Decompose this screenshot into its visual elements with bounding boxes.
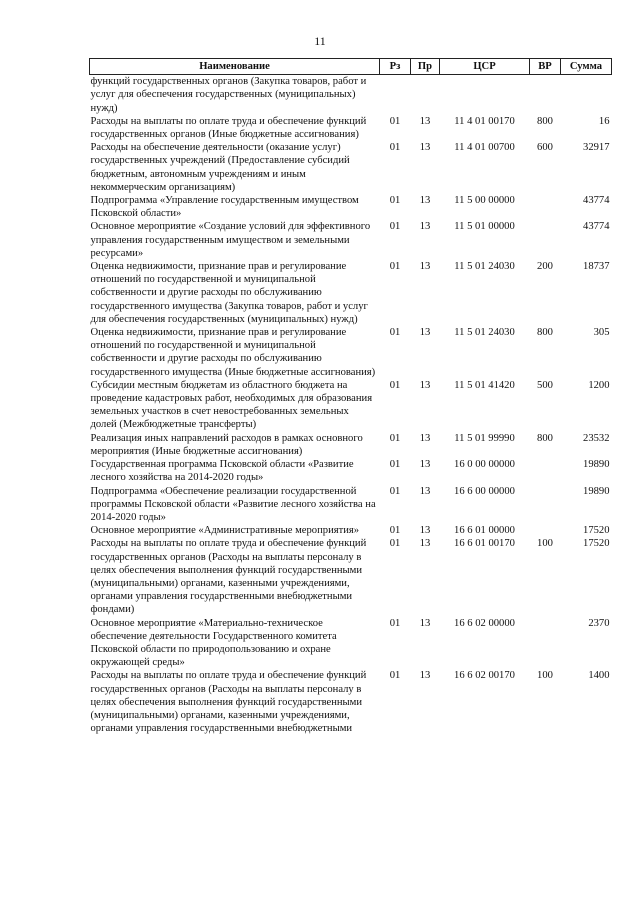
row-pr: 13	[419, 221, 431, 233]
row-rz: 01	[389, 195, 401, 207]
header-pr: Пр	[411, 59, 440, 75]
row-rz: 01	[389, 115, 401, 127]
row-rz: 01	[389, 327, 401, 339]
row-sum: 17520	[583, 525, 610, 537]
table-row	[90, 326, 612, 379]
row-sum: 23532	[583, 432, 610, 444]
row-pr: 13	[419, 195, 431, 207]
row-name: Субсидии местным бюджетам из областного бюджета на проведение кадастровых работ, необходимых для образования земельных участков в счет невостребованных земельных долей (Межбюджетные трансферты)	[90, 379, 373, 431]
row-sum: 43774	[583, 221, 610, 233]
row-rz	[380, 75, 411, 115]
table-row	[90, 260, 612, 326]
row-csr: 11 5 01 41420	[454, 379, 515, 391]
row-name: Расходы на выплаты по оплате труда и обеспечение функций государственных органов (Расходы на выплаты персоналу в целях обеспечения выполнения функций государственными (муниципальными) органами, казенными учреждениями, органами управления государственными внебюджетными	[90, 670, 367, 735]
budget-table	[89, 58, 612, 735]
table-row	[90, 617, 612, 670]
row-csr: 16 6 02 00000	[454, 617, 515, 629]
row-pr: 13	[419, 459, 431, 471]
table-row	[90, 115, 612, 141]
page-number: 11	[314, 34, 326, 48]
row-name: Оценка недвижимости, признание прав и регулирование отношений по государственной и муниципальной собственности и другие расходы по обслуживанию государственного имущества (Закупка товаров, работ и услуг для обеспечения государственных (муниципальных) нужд)	[90, 261, 368, 325]
row-name: Подпрограмма «Управление государственным имуществом Псковской области»	[90, 195, 359, 220]
row-vr	[530, 485, 561, 525]
row-rz: 01	[389, 525, 401, 537]
row-csr	[440, 75, 530, 115]
table-row	[90, 485, 612, 525]
row-sum: 19890	[583, 485, 610, 497]
row-rz: 01	[389, 379, 401, 391]
row-pr: 13	[419, 115, 431, 127]
table-header-row	[90, 59, 612, 75]
row-sum: 19890	[583, 459, 610, 471]
row-vr	[530, 458, 561, 484]
header-vr: ВР	[530, 59, 561, 75]
row-csr: 11 4 01 00170	[454, 115, 515, 127]
row-csr: 11 5 01 00000	[454, 221, 515, 233]
row-sum: 2370	[588, 617, 610, 629]
row-vr: 800	[537, 432, 553, 444]
row-csr: 16 0 00 00000	[454, 459, 515, 471]
row-sum: 17520	[583, 538, 610, 550]
row-vr	[530, 194, 561, 220]
row-pr: 13	[419, 327, 431, 339]
row-sum: 43774	[583, 195, 610, 207]
table-row	[90, 220, 612, 260]
row-rz: 01	[389, 432, 401, 444]
row-csr: 11 5 01 24030	[454, 327, 515, 339]
row-name: Подпрограмма «Обеспечение реализации государственной программы Псковской области «Развитие лесного хозяйства на 2014-2020 годы»	[90, 485, 376, 523]
row-rz: 01	[389, 221, 401, 233]
row-csr: 16 6 01 00000	[454, 525, 515, 537]
row-sum	[561, 75, 612, 115]
row-vr	[530, 617, 561, 670]
row-csr: 11 5 00 00000	[454, 195, 515, 207]
header-rz: Рз	[380, 59, 411, 75]
row-csr: 16 6 02 00170	[454, 670, 515, 682]
row-name: Основное мероприятие «Создание условий для эффективного управления государственным имуществом и земельными ресурсами»	[90, 221, 371, 259]
row-pr: 13	[419, 525, 431, 537]
row-rz: 01	[389, 538, 401, 550]
row-vr	[530, 524, 561, 537]
header-csr: ЦСР	[440, 59, 530, 75]
table-row	[90, 379, 612, 432]
table-row	[90, 75, 612, 115]
header-name: Наименование	[90, 59, 380, 75]
row-vr: 200	[537, 261, 553, 273]
row-sum: 1200	[588, 379, 610, 391]
row-name: Расходы на выплаты по оплате труда и обеспечение функций государственных органов (Расходы на выплаты персоналу в целях обеспечения выполнения функций государственными (муниципальными) органами, казенными учреждениями, органами управления государственными внебюджетными фондами)	[90, 538, 367, 616]
row-vr	[530, 220, 561, 260]
table-row	[90, 669, 612, 735]
row-rz: 01	[389, 485, 401, 497]
row-name: Основное мероприятие «Материально-техническое обеспечение деятельности Государственного комитета Псковской области по природопользованию и охране окружающей среды»	[90, 617, 337, 669]
row-vr	[530, 75, 561, 115]
header-sum: Сумма	[561, 59, 612, 75]
row-csr: 11 4 01 00700	[454, 142, 515, 154]
row-vr: 800	[537, 115, 553, 127]
row-pr: 13	[419, 142, 431, 154]
row-pr	[411, 75, 440, 115]
row-sum: 16	[598, 115, 610, 127]
row-pr: 13	[419, 670, 431, 682]
table-row	[90, 524, 612, 537]
row-rz: 01	[389, 142, 401, 154]
row-csr: 16 6 01 00170	[454, 538, 515, 550]
table-row	[90, 537, 612, 616]
row-name: Оценка недвижимости, признание прав и регулирование отношений по государственной и муниципальной собственности и другие расходы по обслуживанию государственного имущества (Иные бюджетные ассигнования)	[90, 327, 376, 378]
row-pr: 13	[419, 261, 431, 273]
row-vr: 600	[537, 142, 553, 154]
row-vr: 100	[537, 538, 553, 550]
row-csr: 11 5 01 99990	[454, 432, 515, 444]
table-row	[90, 194, 612, 220]
row-name: Расходы на выплаты по оплате труда и обеспечение функций государственных органов (Иные бюджетные ассигнования)	[90, 115, 367, 141]
row-csr: 11 5 01 24030	[454, 261, 515, 273]
table-body	[90, 75, 612, 736]
table-row	[90, 458, 612, 484]
row-vr: 800	[537, 327, 553, 339]
row-pr: 13	[419, 485, 431, 497]
row-sum: 1400	[588, 670, 610, 682]
row-rz: 01	[389, 459, 401, 471]
row-rz: 01	[389, 261, 401, 273]
table-row	[90, 141, 612, 194]
row-name: функций государственных органов (Закупка товаров, работ и услуг для обеспечения государственных (муниципальных) нужд)	[90, 76, 367, 114]
row-name: Реализация иных направлений расходов в рамках основного мероприятия (Иные бюджетные ассигнования)	[90, 432, 363, 457]
row-name: Государственная программа Псковской области «Развитие лесного хозяйства на 2014-2020 годы»	[90, 459, 354, 484]
row-vr: 500	[537, 379, 553, 391]
row-sum: 32917	[583, 142, 610, 154]
row-rz: 01	[389, 617, 401, 629]
table-row	[90, 432, 612, 458]
row-rz: 01	[389, 670, 401, 682]
row-csr: 16 6 00 00000	[454, 485, 515, 497]
row-sum: 18737	[583, 261, 610, 273]
row-sum: 305	[593, 327, 610, 339]
row-pr: 13	[419, 379, 431, 391]
row-pr: 13	[419, 538, 431, 550]
row-pr: 13	[419, 617, 431, 629]
row-vr: 100	[537, 670, 553, 682]
row-name: Расходы на обеспечение деятельности (оказание услуг) государственных учреждений (Предоставление субсидий бюджетным, автономным учреждениям и иным некоммерческим организациям)	[90, 142, 350, 193]
row-pr: 13	[419, 432, 431, 444]
row-name: Основное мероприятие «Административные мероприятия»	[90, 525, 360, 537]
